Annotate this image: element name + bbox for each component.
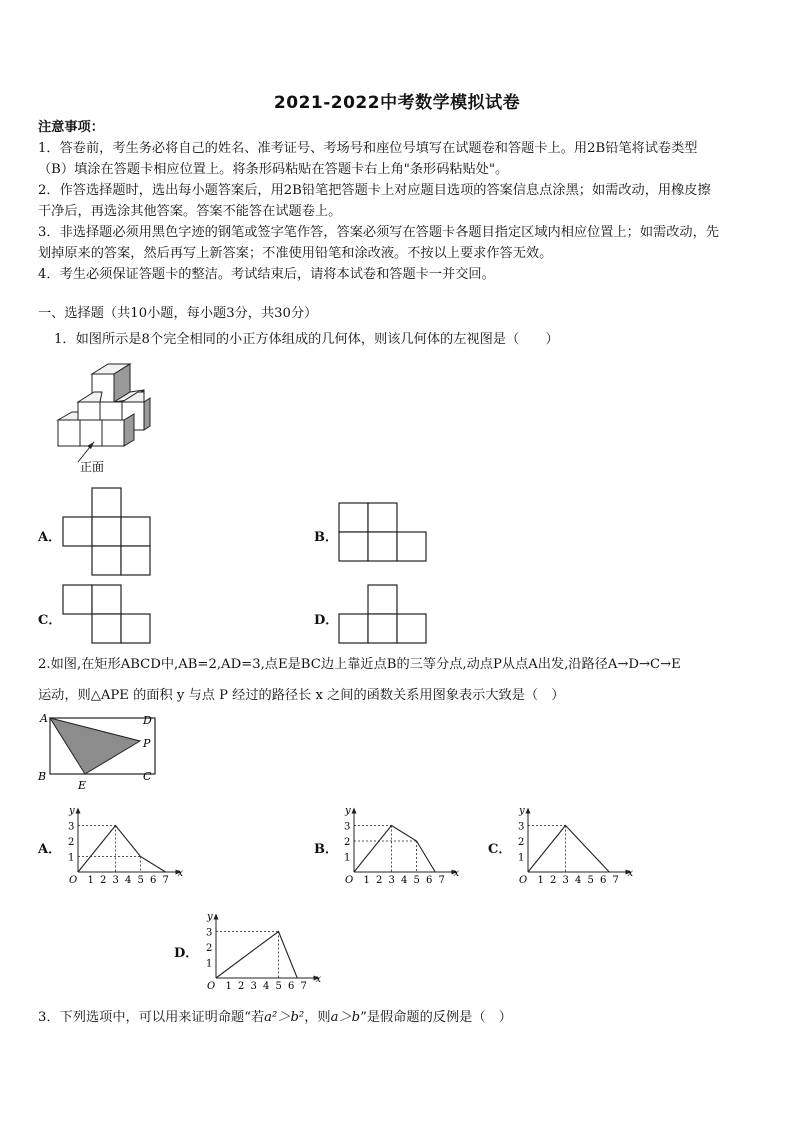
x-tick-label: 2 (238, 981, 245, 992)
x-tick-label: 1 (87, 875, 94, 886)
x-tick-label: 6 (600, 875, 607, 886)
notes-line: 3．非选择题必须用黑色字迹的钢笔或签字笔作答，答案必须写在答题卡各题目指定区域内相应位置上；如需改动，先 (38, 225, 719, 240)
page-title: 2021-2022中考数学模拟试卷 (273, 93, 521, 113)
section-heading: 一、选择题（共10小题，每小题3分，共30分） (38, 306, 318, 321)
x-tick-label: 5 (137, 875, 144, 886)
point-e-label: E (78, 779, 87, 792)
x-tick-label: 3 (562, 875, 569, 886)
x-tick-label: 1 (225, 981, 232, 992)
q1-option-b-label: B． (314, 530, 338, 545)
x-axis-label: x (627, 868, 634, 879)
x-tick-label: 5 (275, 981, 282, 992)
x-tick-label: 3 (250, 981, 257, 992)
q2-graph-c (508, 800, 638, 892)
q3-text-pre: 3．下列选项中，可以用来证明命题“若 (38, 1010, 265, 1025)
q1-option-b-figure (338, 502, 428, 562)
x-tick-label: 5 (587, 875, 594, 886)
x-tick-label: 2 (550, 875, 557, 886)
q1-option-a-figure (62, 487, 152, 577)
q1-option-d-label: D． (314, 613, 339, 628)
x-tick-label: 2 (100, 875, 107, 886)
x-tick-label: 7 (438, 875, 445, 886)
q3-text-post: ”是假命题的反例是（ ） (360, 1010, 512, 1025)
q1-option-d-figure (338, 584, 430, 644)
q1-solid-figure (50, 360, 160, 480)
y-tick-label: 1 (344, 852, 351, 864)
q2-graph-d (196, 906, 326, 998)
q2-rectangle-figure (36, 712, 166, 792)
notes-line: 4．考生必须保证答题卡的整洁。考试结束后，请将本试卷和答题卡一并交回。 (38, 267, 495, 282)
q1-option-a-label: A． (38, 530, 62, 545)
x-tick-label: 3 (388, 875, 395, 886)
question-2-line1: 2.如图,在矩形ABCD中,AB=2,AD=3,点E是BC边上靠近点B的三等分点,动点P从点A出发,沿路径A→D→C→E (38, 657, 681, 672)
notes-line: （B）填涂在答题卡相应位置上。将条形码粘贴在答题卡右上角"条形码粘贴处"。 (38, 162, 509, 177)
y-tick-label: 3 (344, 821, 351, 833)
q2-option-a-label: A． (38, 842, 62, 857)
vertex-b-label: B (38, 770, 47, 783)
x-tick-label: 4 (401, 875, 408, 886)
vertex-c-label: C (143, 770, 152, 783)
vertex-a-label: A (40, 712, 48, 725)
q2-option-c-label: C． (488, 842, 512, 857)
point-p-label: P (143, 737, 151, 750)
function-line (354, 826, 435, 873)
vertex-d-label: D (143, 714, 152, 727)
q3-expr2: a＞b (330, 1010, 361, 1025)
y-tick-label: 2 (518, 837, 525, 848)
x-tick-label: 3 (112, 875, 119, 886)
q1-option-c-figure (62, 584, 152, 644)
x-axis-label: x (177, 868, 184, 879)
x-tick-label: 7 (612, 875, 619, 886)
notes-heading: 注意事项： (38, 120, 104, 135)
question-1-text: 1．如图所示是8个完全相同的小正方体组成的几何体，则该几何体的左视图是（ ） (54, 332, 559, 347)
x-tick-label: 1 (363, 875, 370, 886)
notes-line: 干净后，再选涂其他答案。答案不能答在试题卷上。 (38, 204, 342, 219)
function-line (216, 932, 297, 979)
x-axis-label: x (315, 974, 322, 985)
x-tick-label: 4 (263, 981, 270, 992)
notes-line: 2．作答选择题时，选出每小题答案后，用2B铅笔把答题卡上对应题目选项的答案信息点涂黑；如需改动，用橡皮擦 (38, 183, 711, 198)
origin-label: O (345, 875, 354, 886)
x-tick-label: 6 (288, 981, 295, 992)
notes-line: 1．答卷前，考生务必将自己的姓名、准考证号、考场号和座位号填写在试题卷和答题卡上。用2B铅笔将试卷类型 (38, 141, 698, 156)
q2-graph-b (334, 800, 464, 892)
x-tick-label: 1 (537, 875, 544, 886)
y-tick-label: 2 (68, 837, 75, 848)
y-axis-label: y (69, 805, 75, 817)
q2-option-b-label: B． (314, 842, 338, 857)
y-tick-label: 3 (206, 927, 213, 939)
q2-graph-a (58, 800, 188, 892)
y-axis-label: y (207, 911, 213, 923)
x-axis-label: x (453, 868, 460, 879)
notes-line: 划掉原来的答案，然后再写上新答案；不准使用铅笔和涂改液。不按以上要求作答无效。 (38, 246, 553, 261)
function-line (78, 826, 166, 873)
y-axis-label: y (345, 805, 351, 817)
y-tick-label: 1 (518, 852, 525, 864)
x-tick-label: 7 (162, 875, 169, 886)
x-tick-label: 4 (575, 875, 582, 886)
x-tick-label: 7 (300, 981, 307, 992)
origin-label: O (207, 981, 216, 992)
q1-option-c-label: C． (38, 613, 62, 628)
front-label: 正面 (80, 460, 105, 474)
y-tick-label: 1 (206, 958, 213, 970)
y-tick-label: 2 (344, 837, 351, 848)
question-2-line2: 运动，则△APE 的面积 y 与点 P 经过的路径长 x 之间的函数关系用图象表示大致是（ ） (38, 688, 565, 703)
y-axis-arrow (214, 914, 219, 920)
origin-label: O (519, 875, 528, 886)
x-tick-label: 4 (125, 875, 132, 886)
q3-text-mid: ，则 (304, 1010, 331, 1025)
function-line (528, 826, 609, 873)
x-tick-label: 6 (150, 875, 157, 886)
x-tick-label: 5 (413, 875, 420, 886)
y-axis-arrow (76, 808, 81, 814)
y-axis-arrow (526, 808, 531, 814)
y-tick-label: 1 (68, 852, 75, 864)
y-axis-arrow (352, 808, 357, 814)
y-axis-label: y (519, 805, 525, 817)
q3-expr1: a²＞b² (264, 1010, 305, 1025)
y-tick-label: 3 (68, 821, 75, 833)
question-3-text (38, 1008, 512, 1028)
y-tick-label: 2 (206, 943, 213, 954)
y-tick-label: 3 (518, 821, 525, 833)
x-tick-label: 2 (376, 875, 383, 886)
q2-option-d-label: D． (174, 946, 199, 961)
x-tick-label: 6 (426, 875, 433, 886)
origin-label: O (69, 875, 78, 886)
